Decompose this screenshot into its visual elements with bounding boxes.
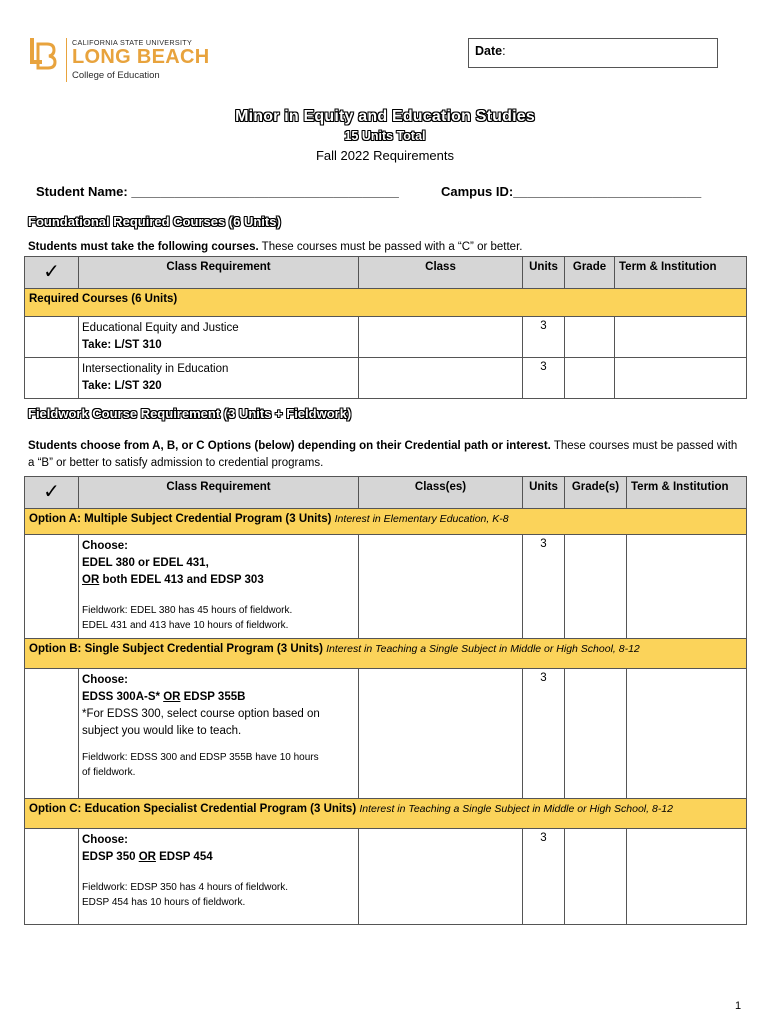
term-label: Fall 2022 Requirements xyxy=(315,148,455,163)
table-row xyxy=(25,358,747,399)
table-row xyxy=(25,317,747,358)
term-cell[interactable] xyxy=(627,535,747,639)
option-b-row xyxy=(25,639,747,669)
course-option-2 xyxy=(82,572,355,589)
col-term-institution: Term & Institution xyxy=(627,477,747,509)
requirement-cell xyxy=(79,669,359,799)
required-courses-label: Required Courses (6 Units) xyxy=(25,289,747,317)
option-c-row xyxy=(25,799,747,829)
date-colon: : xyxy=(502,44,506,58)
fieldwork-note-2: EDSP 454 has 10 hours of fieldwork. xyxy=(82,897,246,908)
date-field[interactable] xyxy=(468,38,718,68)
fieldwork-note-1: Fieldwork: EDSP 350 has 4 hours of fieldwork. xyxy=(82,882,289,893)
option-b-label: Option B: Single Subject Credential Program (3 Units) xyxy=(29,643,323,655)
grade-cell[interactable] xyxy=(565,358,615,399)
course-option-b: EDSP 355B xyxy=(180,691,246,703)
check-column-icon: ✓ xyxy=(25,477,79,509)
table-row xyxy=(25,829,747,925)
campus-id-field[interactable]: Campus ID:__________________________ xyxy=(441,184,702,199)
col-class: Class xyxy=(359,257,523,289)
course-note: *For EDSS 300, select course option based on subject you would like to teach. xyxy=(82,708,320,737)
class-cell[interactable] xyxy=(359,669,523,799)
requirement-cell xyxy=(79,358,359,399)
check-cell[interactable] xyxy=(25,829,79,925)
class-cell[interactable] xyxy=(359,358,523,399)
grade-cell[interactable] xyxy=(565,669,627,799)
class-cell[interactable] xyxy=(359,535,523,639)
fieldwork-note-1: Fieldwork: EDEL 380 has 45 hours of fieldwork. xyxy=(82,605,293,616)
choose-label: Choose: xyxy=(82,540,128,552)
course-take: Take: L/ST 320 xyxy=(82,380,162,392)
page-title: Minor in Equity and Education Studies xyxy=(235,108,535,125)
col-classes: Class(es) xyxy=(359,477,523,509)
or-label: OR xyxy=(138,851,156,863)
fieldwork-table xyxy=(24,476,747,925)
group-row xyxy=(25,289,747,317)
lb-monogram-icon xyxy=(28,36,58,70)
check-cell[interactable] xyxy=(25,535,79,639)
choose-label: Choose: xyxy=(82,674,128,686)
fieldwork-note-2: EDEL 431 and 413 have 10 hours of fieldwork. xyxy=(82,620,289,631)
table-row xyxy=(25,669,747,799)
logo-university: CALIFORNIA STATE UNIVERSITY xyxy=(72,38,193,47)
fieldwork-note-2: of fieldwork. xyxy=(82,767,136,778)
option-a-interest: Interest in Elementary Education, K-8 xyxy=(334,513,509,525)
term-cell[interactable] xyxy=(615,358,747,399)
course-options xyxy=(82,849,355,866)
fieldwork-note-1: Fieldwork: EDSS 300 and EDSP 355B have 10 hours xyxy=(82,752,319,763)
requirement-cell xyxy=(79,535,359,639)
foundational-table xyxy=(24,256,747,399)
term-cell[interactable] xyxy=(627,829,747,925)
col-grade: Grade xyxy=(565,257,615,289)
grade-cell[interactable] xyxy=(565,535,627,639)
or-label: OR xyxy=(82,574,100,586)
course-option-2-rest: both EDEL 413 and EDSP 303 xyxy=(99,574,264,586)
csulb-logo xyxy=(28,36,228,86)
option-a-label: Option A: Multiple Subject Credential Program (3 Units) xyxy=(29,513,332,525)
class-cell[interactable] xyxy=(359,317,523,358)
check-cell[interactable] xyxy=(25,669,79,799)
option-c-interest: Interest in Teaching a Single Subject in Middle or High School, 8-12 xyxy=(359,803,673,815)
page-number: 1 xyxy=(735,1000,742,1012)
course-options xyxy=(82,689,355,706)
fieldwork-instr-rest: These courses must be passed with a “B” or better to satisfy admission to credential programs. xyxy=(28,440,738,469)
table-header xyxy=(25,257,747,289)
logo-divider xyxy=(66,38,67,82)
foundational-instr-bold: Students must take the following courses. xyxy=(28,241,259,253)
option-a-header xyxy=(25,509,747,535)
units-cell: 3 xyxy=(523,317,565,358)
grade-cell[interactable] xyxy=(565,317,615,358)
foundational-heading: Foundational Required Courses (6 Units) xyxy=(28,214,281,229)
date-label: Date xyxy=(475,44,503,58)
check-cell[interactable] xyxy=(25,317,79,358)
choose-label: Choose: xyxy=(82,834,128,846)
student-name-field[interactable]: Student Name: _____________________________________ xyxy=(36,184,399,199)
course-option-1: EDEL 380 or EDEL 431, xyxy=(82,557,209,569)
requirement-cell xyxy=(79,829,359,925)
col-class-requirement: Class Requirement xyxy=(79,257,359,289)
option-b-header xyxy=(25,639,747,669)
or-label: OR xyxy=(163,691,181,703)
table-header xyxy=(25,477,747,509)
course-take: Take: L/ST 310 xyxy=(82,339,162,351)
course-name: Intersectionality in Education xyxy=(82,363,229,375)
logo-campus: LONG BEACH xyxy=(72,46,210,68)
table-row xyxy=(25,535,747,639)
col-term-institution: Term & Institution xyxy=(615,257,747,289)
units-cell: 3 xyxy=(523,669,565,799)
units-total: 15 Units Total xyxy=(344,129,426,143)
check-cell[interactable] xyxy=(25,358,79,399)
course-name: Educational Equity and Justice xyxy=(82,322,239,334)
check-column-icon: ✓ xyxy=(25,257,79,289)
foundational-instr-rest: These courses must be passed with a “C” or better. xyxy=(258,241,523,253)
option-b-interest: Interest in Teaching a Single Subject in Middle or High School, 8-12 xyxy=(326,643,640,655)
option-c-header xyxy=(25,799,747,829)
col-grades: Grade(s) xyxy=(565,477,627,509)
option-a-row xyxy=(25,509,747,535)
course-option-a: EDSS 300A-S* xyxy=(82,691,164,703)
foundational-instructions xyxy=(28,239,743,256)
fieldwork-heading: Fieldwork Course Requirement (3 Units + Fieldwork) xyxy=(28,406,352,421)
course-option-b: EDSP 454 xyxy=(155,851,213,863)
fieldwork-instr-bold: Students choose from A, B, or C Options (below) depending on their Credential path or interest. xyxy=(28,440,551,452)
units-cell: 3 xyxy=(523,829,565,925)
logo-college: College of Education xyxy=(72,70,160,81)
option-c-label: Option C: Education Specialist Credential Program (3 Units) xyxy=(29,803,357,815)
class-cell[interactable] xyxy=(359,829,523,925)
grade-cell[interactable] xyxy=(565,829,627,925)
term-cell[interactable] xyxy=(615,317,747,358)
col-units: Units xyxy=(523,257,565,289)
units-cell: 3 xyxy=(523,358,565,399)
units-cell: 3 xyxy=(523,535,565,639)
fieldwork-instructions xyxy=(28,438,743,472)
col-units: Units xyxy=(523,477,565,509)
requirement-cell xyxy=(79,317,359,358)
course-option-a: EDSP 350 xyxy=(82,851,139,863)
col-class-requirement: Class Requirement xyxy=(79,477,359,509)
term-cell[interactable] xyxy=(627,669,747,799)
